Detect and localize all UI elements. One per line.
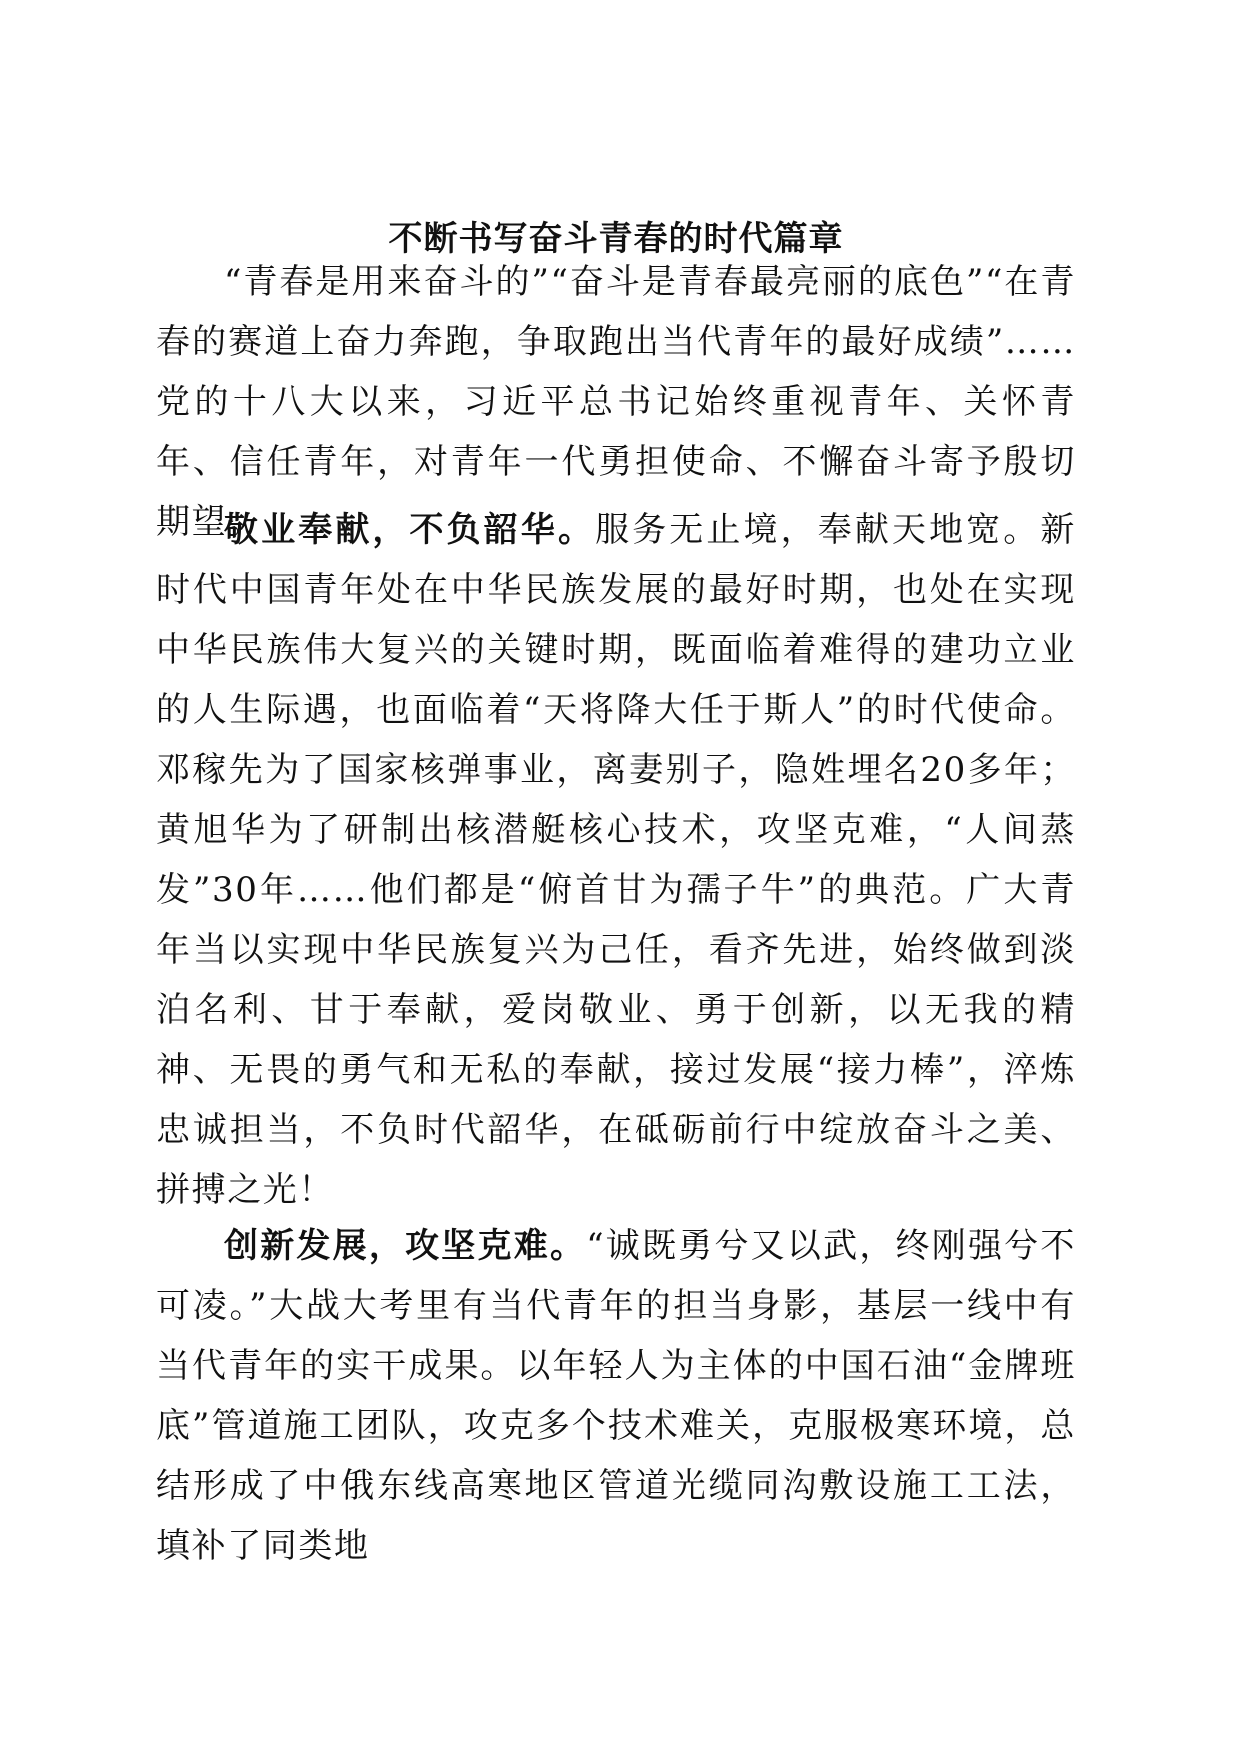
paragraph-dedication <box>156 500 1076 1220</box>
paragraph-innovation <box>156 1216 1076 1576</box>
paragraph-text: 服务无止境，奉献天地宽。新时代中国青年处在中华民族发展的最好时期，也处在实现中华民族伟大复兴的关键时期，既面临着难得的建功立业的人生际遇，也面临着“天将降大任于斯人”的时代使命。邓稼先为了国家核弹事业，离妻别子，隐姓埋名20多年；黄旭华为了研制出核潜艇核心技术，攻坚克难，“人间蒸发”30年……他们都是“俯首甘为孺子牛”的典范。广大青年当以实现中华民族复兴为己任，看齐先进，始终做到淡泊名利、甘于奉献，爱岗敬业、勇于创新，以无我的精神、无畏的勇气和无私的奉献，接过发展“接力棒”，淬炼忠诚担当，不负时代韶华，在砥砺前行中绽放奋斗之美、拼搏之光！ <box>156 510 1076 1210</box>
document-title: 不断书写奋斗青春的时代篇章 <box>388 218 844 259</box>
paragraph-lead-heading: 敬业奉献，不负韶华。 <box>224 510 596 550</box>
paragraph-lead-heading: 创新发展，攻坚克难。 <box>224 1226 587 1266</box>
paragraph-text: “青春是用来奋斗的”“奋斗是青春最亮丽的底色”“在青春的赛道上奋力奔跑，争取跑出当代青年的最好成绩”……党的十八大以来，习近平总书记始终重视青年、关怀青年、信任青年，对青年一代勇担使命、不懈奋斗寄予殷切期望。 <box>156 262 1076 542</box>
paragraph-text: “诚既勇兮又以武，终刚强兮不可凌。”大战大考里有当代青年的担当身影，基层一线中有当代青年的实干成果。以年轻人为主体的中国石油“金牌班底”管道施工团队，攻克多个技术难关，克服极寒环境，总结形成了中俄东线高寒地区管道光缆同沟敷设施工工法，填补了同类地 <box>156 1226 1077 1566</box>
